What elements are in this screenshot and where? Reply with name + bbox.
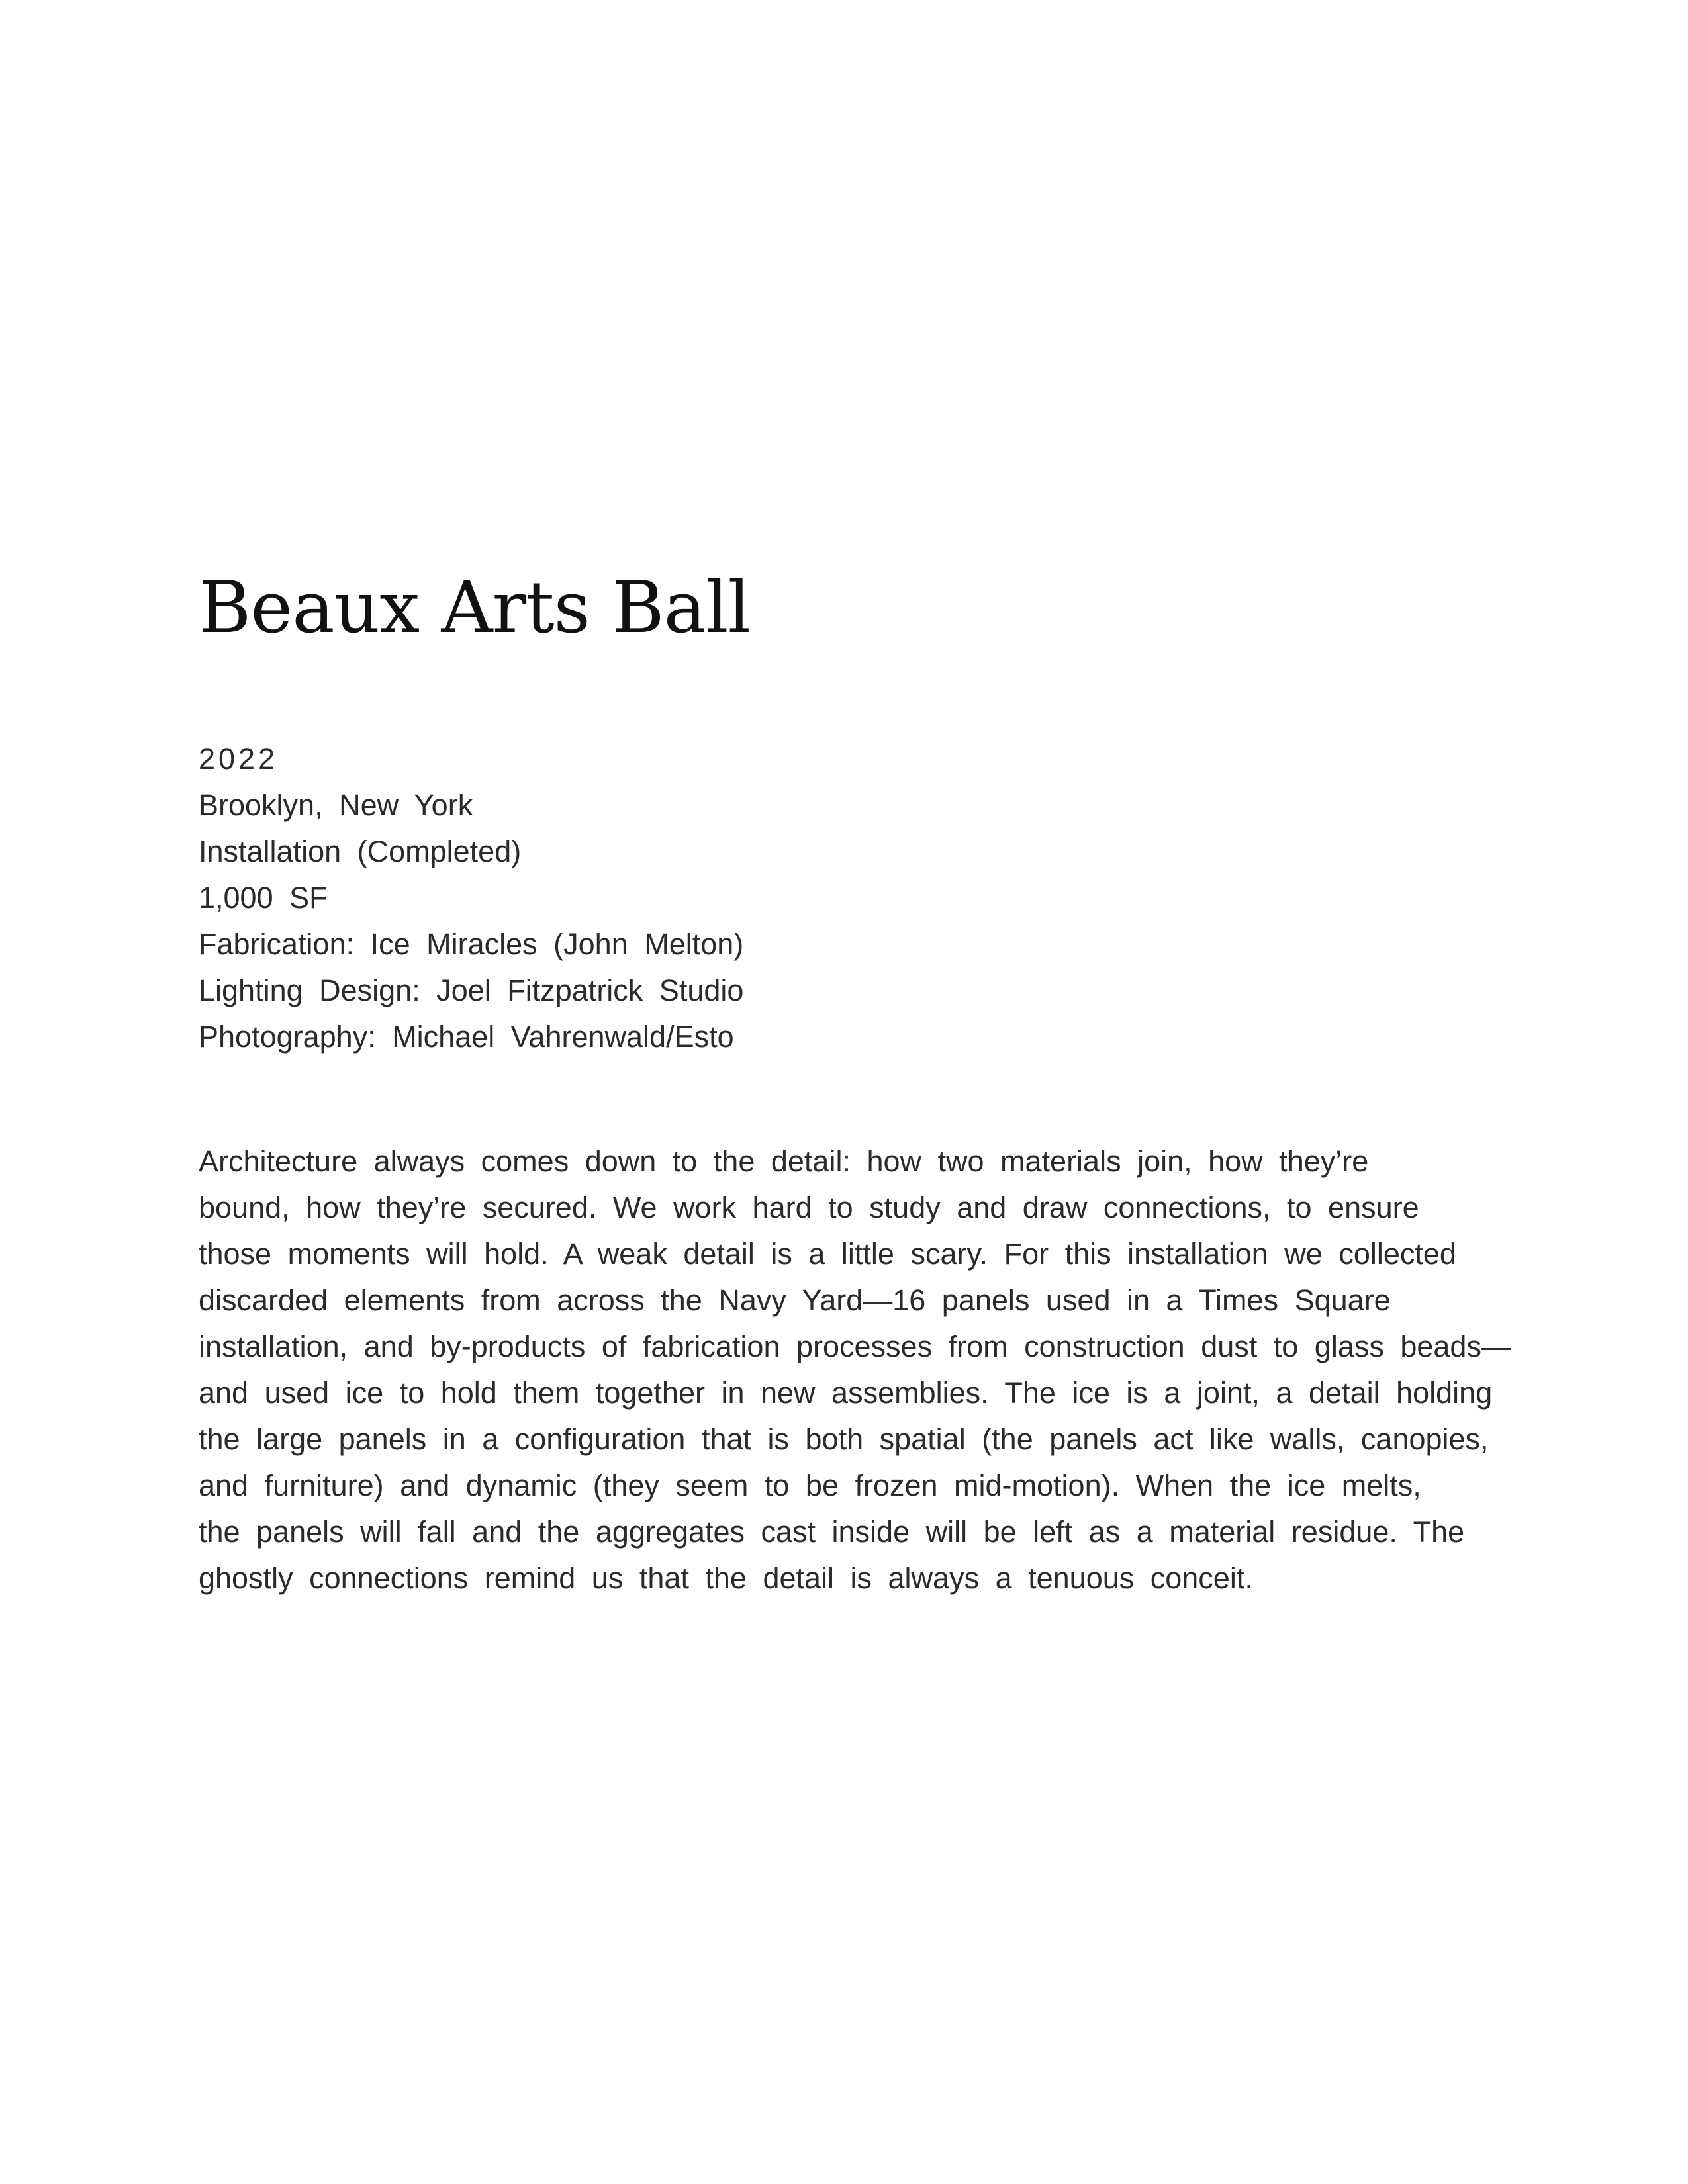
project-lighting: Lighting Design: Joel Fitzpatrick Studio [199,974,744,1007]
description-line: those moments will hold. A weak detail is a little scary. For this installation we collected [199,1237,1456,1271]
description-line: discarded elements from across the Navy Yard—16 panels used in a Times Square [199,1283,1391,1317]
description-line: and furniture) and dynamic (they seem to be frozen mid-motion). When the ice melts, [199,1469,1421,1502]
project-fabrication: Fabrication: Ice Miracles (John Melton) [199,927,744,961]
document-page [199,0,1523,2184]
description-line: bound, how they’re secured. We work hard to study and draw connections, to ensure [199,1191,1419,1224]
description-line: installation, and by-products of fabrication processes from construction dust to glass beads— [199,1330,1511,1363]
project-info-list [199,736,743,1060]
project-photography: Photography: Michael Vahrenwald/Esto [199,1020,734,1054]
project-description [199,1138,1511,1602]
project-location: Brooklyn, New York [199,788,473,822]
description-line: the panels will fall and the aggregates cast inside will be left as a material residue. The [199,1515,1465,1549]
project-area: 1,000 SF [199,881,328,915]
project-year: 2022 [199,742,279,776]
project-type: Installation (Completed) [199,835,522,868]
description-line: and used ice to hold them together in new assemblies. The ice is a joint, a detail holding [199,1376,1493,1410]
description-line: the large panels in a configuration that is both spatial (the panels act like walls, canopies, [199,1422,1489,1456]
page-title: Beaux Arts Ball [199,567,751,649]
description-line: Architecture always comes down to the detail: how two materials join, how they’re [199,1144,1369,1178]
description-line: ghostly connections remind us that the detail is always a tenuous conceit. [199,1561,1253,1595]
